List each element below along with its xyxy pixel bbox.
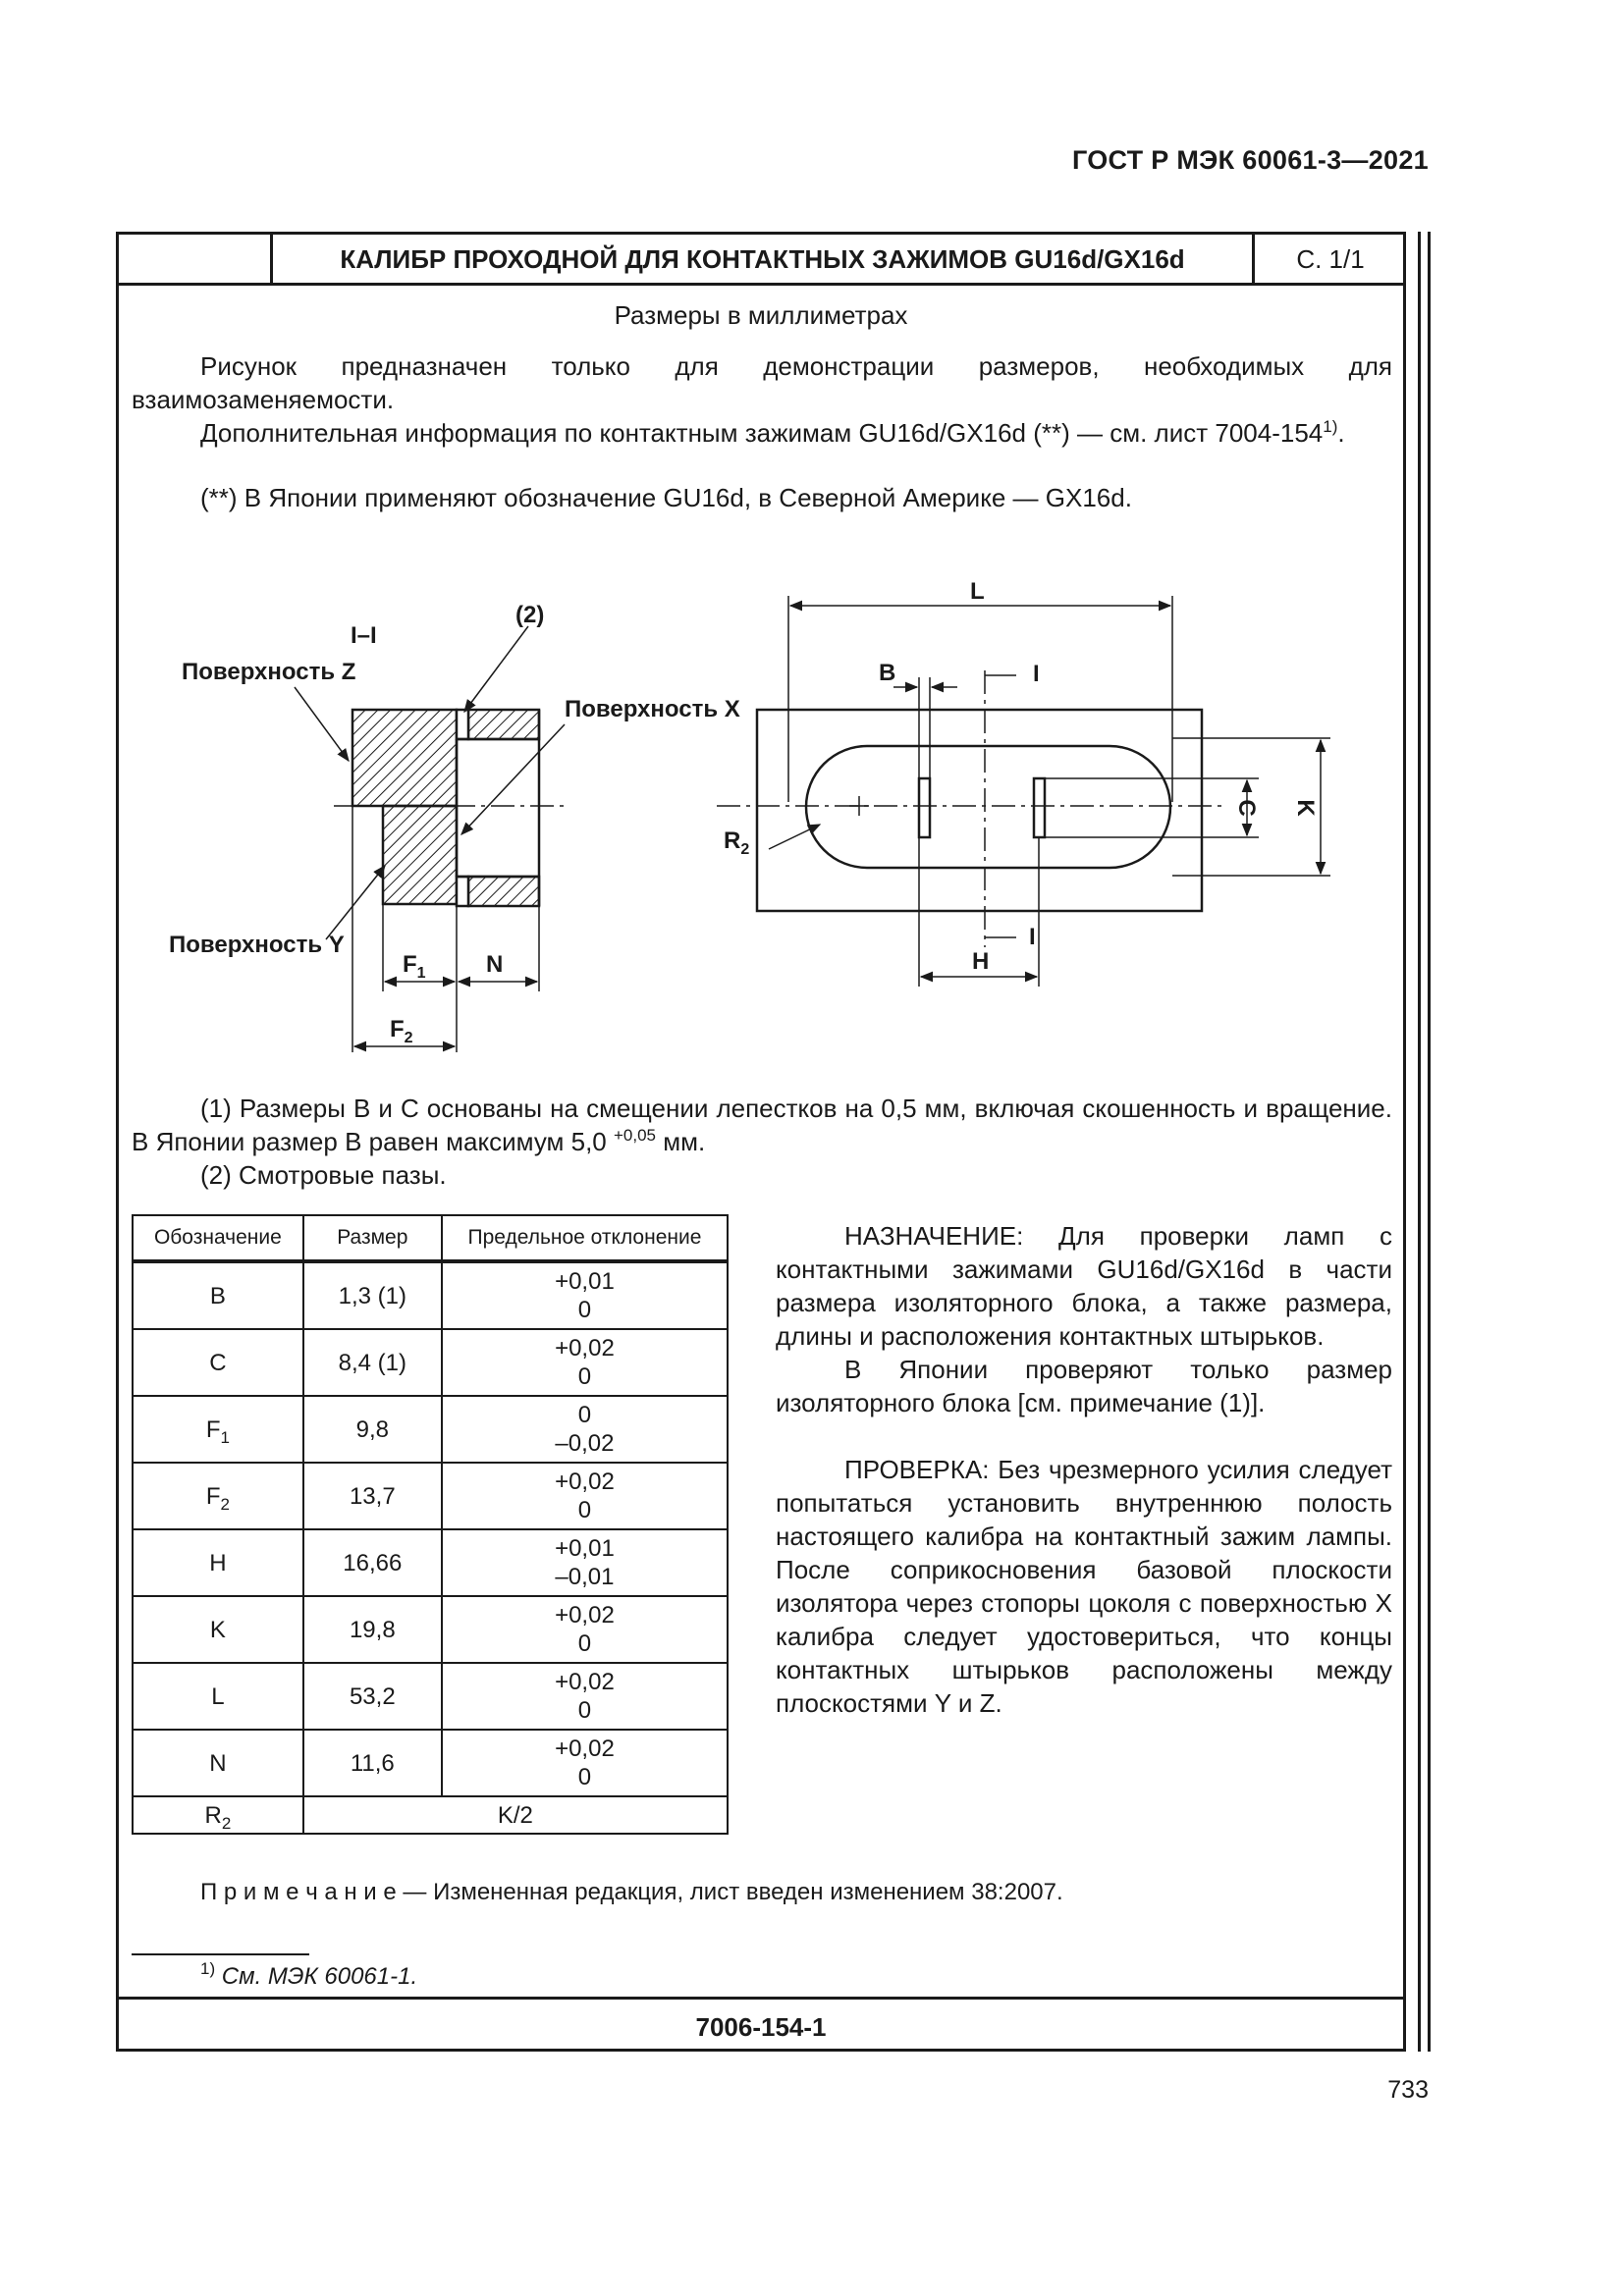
size-cell: 19,8 <box>303 1596 442 1663</box>
hatched-section-lower-left <box>383 806 457 904</box>
symbol: F <box>205 1482 221 1510</box>
table-header-row <box>133 1215 728 1261</box>
hatched-section-lower-right <box>468 877 539 906</box>
tolerance-upper: +0,02 <box>555 1335 615 1362</box>
note-text: мм. <box>656 1127 706 1156</box>
size-cell: 8,4 (1) <box>303 1329 442 1396</box>
symbol-cell <box>133 1329 303 1396</box>
symbol-cell <box>133 1463 303 1529</box>
gauge-drawing <box>157 569 1394 1060</box>
symbol-cell <box>133 1396 303 1463</box>
size-cell: 1,3 (1) <box>303 1261 442 1329</box>
dim-n-label: N <box>486 951 504 978</box>
surface-x-label: Поверхность X <box>565 696 740 722</box>
inspection-slot-top <box>457 710 468 739</box>
purpose-text <box>776 1219 1392 1720</box>
size-cell: 16,66 <box>303 1529 442 1596</box>
footnote-rule <box>132 1953 309 1955</box>
dim-r2-label <box>724 828 749 858</box>
column-header: Обозначение <box>133 1215 303 1261</box>
tolerance-cell <box>442 1663 728 1730</box>
inspection-slot-bottom <box>457 877 468 906</box>
dim-letter: F <box>403 951 417 978</box>
tolerance-lower: –0,02 <box>555 1430 615 1457</box>
purpose-paragraph: В Японии проверяют только размер изоляторного блока [см. примечание (1)]. <box>776 1355 1392 1417</box>
size-cell: 53,2 <box>303 1663 442 1730</box>
tolerance-cell <box>442 1261 728 1329</box>
amendment-note <box>200 1879 1063 1906</box>
tolerance-cell <box>442 1463 728 1529</box>
surface-z-label: Поверхность Z <box>182 659 356 685</box>
frame-edge-line <box>1428 232 1431 2052</box>
table-row <box>133 1529 728 1596</box>
frame-edge-line <box>1418 232 1421 2052</box>
table-row <box>133 1663 728 1730</box>
surface-y-label: Поверхность Y <box>169 932 345 958</box>
dimensions-table <box>132 1214 729 1835</box>
section-label: I–I <box>351 622 377 649</box>
hatched-section-upper-left <box>352 710 457 806</box>
dim-f1-label <box>403 951 426 982</box>
dim-letter: F <box>390 1016 405 1042</box>
tolerance-upper: +0,02 <box>555 1669 615 1695</box>
slot-note-marker: (2) <box>515 602 545 628</box>
sheet-title: КАЛИБР ПРОХОДНОЙ ДЛЯ КОНТАКТНЫХ ЗАЖИМОВ GU16d/GX16d <box>340 244 1185 274</box>
units-note: Размеры в миллиметрах <box>614 300 908 330</box>
dim-k-label: K <box>1292 799 1319 817</box>
tolerance-lower: 0 <box>577 1764 592 1790</box>
symbol-subscript: 1 <box>220 1427 230 1447</box>
tolerance-cell <box>442 1329 728 1396</box>
note-text: — Измененная редакция, лист введен изменением 38:2007. <box>396 1879 1063 1905</box>
table-row <box>133 1730 728 1796</box>
tolerance-cell <box>442 1396 728 1463</box>
tolerance-cell <box>442 1730 728 1796</box>
symbol: H <box>209 1549 227 1576</box>
symbol-cell <box>133 1796 303 1834</box>
check-paragraph: ПРОВЕРКА: Без чрезмерного усилия следует попытаться установить внутреннюю полость настоящего калибра на контактный зажим лампы. После соприкосновения базовой плоскости изолятора через стопоры цоколя с поверхностью X калибра следует удостовериться, что концы контактных штырьков расположены между плоскостями Y и Z. <box>776 1455 1392 1718</box>
intro-paragraph <box>132 416 1392 450</box>
column-header: Размер <box>303 1215 442 1261</box>
hatched-section-upper-right <box>468 710 539 739</box>
symbol-cell <box>133 1596 303 1663</box>
symbol-subscript: 2 <box>221 1813 232 1833</box>
pin-slot-b <box>919 778 930 837</box>
header-divider <box>116 283 1406 286</box>
tolerance-cell <box>442 1596 728 1663</box>
symbol: B <box>209 1282 226 1309</box>
dim-b-label: B <box>879 660 896 686</box>
tolerance-sup: +0,05 <box>614 1126 657 1145</box>
tolerance-lower: 0 <box>577 1630 592 1657</box>
section-view <box>295 626 565 1052</box>
table-row <box>133 1396 728 1463</box>
symbol-cell <box>133 1529 303 1596</box>
table-row <box>133 1329 728 1396</box>
symbol: F <box>205 1415 221 1443</box>
symbol: K <box>209 1616 226 1643</box>
gauge-body-outline <box>757 710 1202 911</box>
sheet-number: 7006-154-1 <box>695 2012 827 2042</box>
table-row <box>133 1261 728 1329</box>
dim-subscript: 2 <box>404 1030 413 1046</box>
size-cell: 13,7 <box>303 1463 442 1529</box>
footnote-text: См. МЭК 60061-1. <box>215 1963 418 1990</box>
dim-c-label: C <box>1233 799 1260 817</box>
tolerance-lower: 0 <box>577 1497 592 1523</box>
symbol-cell <box>133 1261 303 1329</box>
plan-view <box>717 596 1330 987</box>
dim-letter: R <box>724 828 741 854</box>
tolerance-lower: 0 <box>577 1363 592 1390</box>
footer-divider <box>116 1997 1406 2000</box>
intro-paragraph: Рисунок предназначен только для демонстрации размеров, необходимых для взаимозаменяемости. <box>132 351 1392 414</box>
standard-designation: ГОСТ Р МЭК 60061-3—2021 <box>1071 145 1429 175</box>
tolerance-upper: +0,02 <box>555 1735 615 1762</box>
dim-subscript: 1 <box>416 965 426 982</box>
note-1 <box>132 1092 1392 1158</box>
table-row <box>133 1796 728 1834</box>
footnote-marker: 1) <box>200 1959 216 1978</box>
footnote-ref: 1) <box>1323 417 1338 436</box>
symbol-cell <box>133 1730 303 1796</box>
radius-value-cell: K/2 <box>303 1796 728 1834</box>
tolerance-cell <box>442 1529 728 1596</box>
tolerance-upper: +0,02 <box>555 1468 615 1495</box>
dim-l-label: L <box>970 578 985 605</box>
symbol-cell <box>133 1663 303 1730</box>
size-cell: 9,8 <box>303 1396 442 1463</box>
intro-text-run: Дополнительная информация по контактным зажимам GU16d/GX16d (**) — см. лист 7004-154 <box>200 418 1324 448</box>
note-2: (2) Смотровые пазы. <box>200 1160 447 1190</box>
pin-slot-c <box>1034 778 1045 837</box>
note-text: (1) Размеры B и C основаны на смещении лепестков на 0,5 мм, включая скошенность и вращение. В Японии размер B равен максимум 5,0 <box>132 1094 1392 1156</box>
symbol: R <box>204 1801 222 1829</box>
table-row <box>133 1463 728 1529</box>
section-mark-bottom: I <box>1029 924 1036 950</box>
size-cell: 11,6 <box>303 1730 442 1796</box>
symbol-subscript: 2 <box>220 1494 230 1514</box>
drawing-notes <box>132 1092 1392 1192</box>
dim-subscript: 2 <box>740 841 750 858</box>
tolerance-lower: 0 <box>577 1297 592 1323</box>
footnote <box>200 1959 418 1991</box>
tolerance-lower: –0,01 <box>555 1564 615 1590</box>
column-header: Предельное отклонение <box>442 1215 728 1261</box>
tolerance-upper: +0,02 <box>555 1602 615 1629</box>
symbol: N <box>209 1749 227 1777</box>
dim-f2-label <box>390 1016 413 1046</box>
symbol: L <box>211 1682 225 1710</box>
purpose-paragraph: НАЗНАЧЕНИЕ: Для проверки ламп с контактными зажимами GU16d/GX16d в части размера изоляторного блока, а также размера, длины и расположения контактных штырьков. <box>776 1221 1392 1351</box>
tolerance-upper: 0 <box>577 1402 592 1428</box>
sheet-index: С. 1/1 <box>1296 244 1365 274</box>
tolerance-lower: 0 <box>577 1697 592 1724</box>
japan-designation-note: (**) В Японии применяют обозначение GU16d, в Северной Америке — GX16d. <box>200 483 1132 512</box>
tolerance-upper: +0,01 <box>555 1268 615 1295</box>
page-number: 733 <box>1387 2076 1429 2104</box>
note-label: П р и м е ч а н и е <box>200 1879 397 1905</box>
dim-h-label: H <box>972 948 990 975</box>
contact-cavity-slot <box>806 746 1170 868</box>
table-row <box>133 1596 728 1663</box>
symbol: C <box>209 1349 227 1376</box>
table-body <box>133 1261 728 1834</box>
section-mark-top: I <box>1033 661 1040 687</box>
intro-text <box>132 349 1392 450</box>
tolerance-upper: +0,01 <box>555 1535 615 1562</box>
intro-text-run: . <box>1337 418 1345 448</box>
